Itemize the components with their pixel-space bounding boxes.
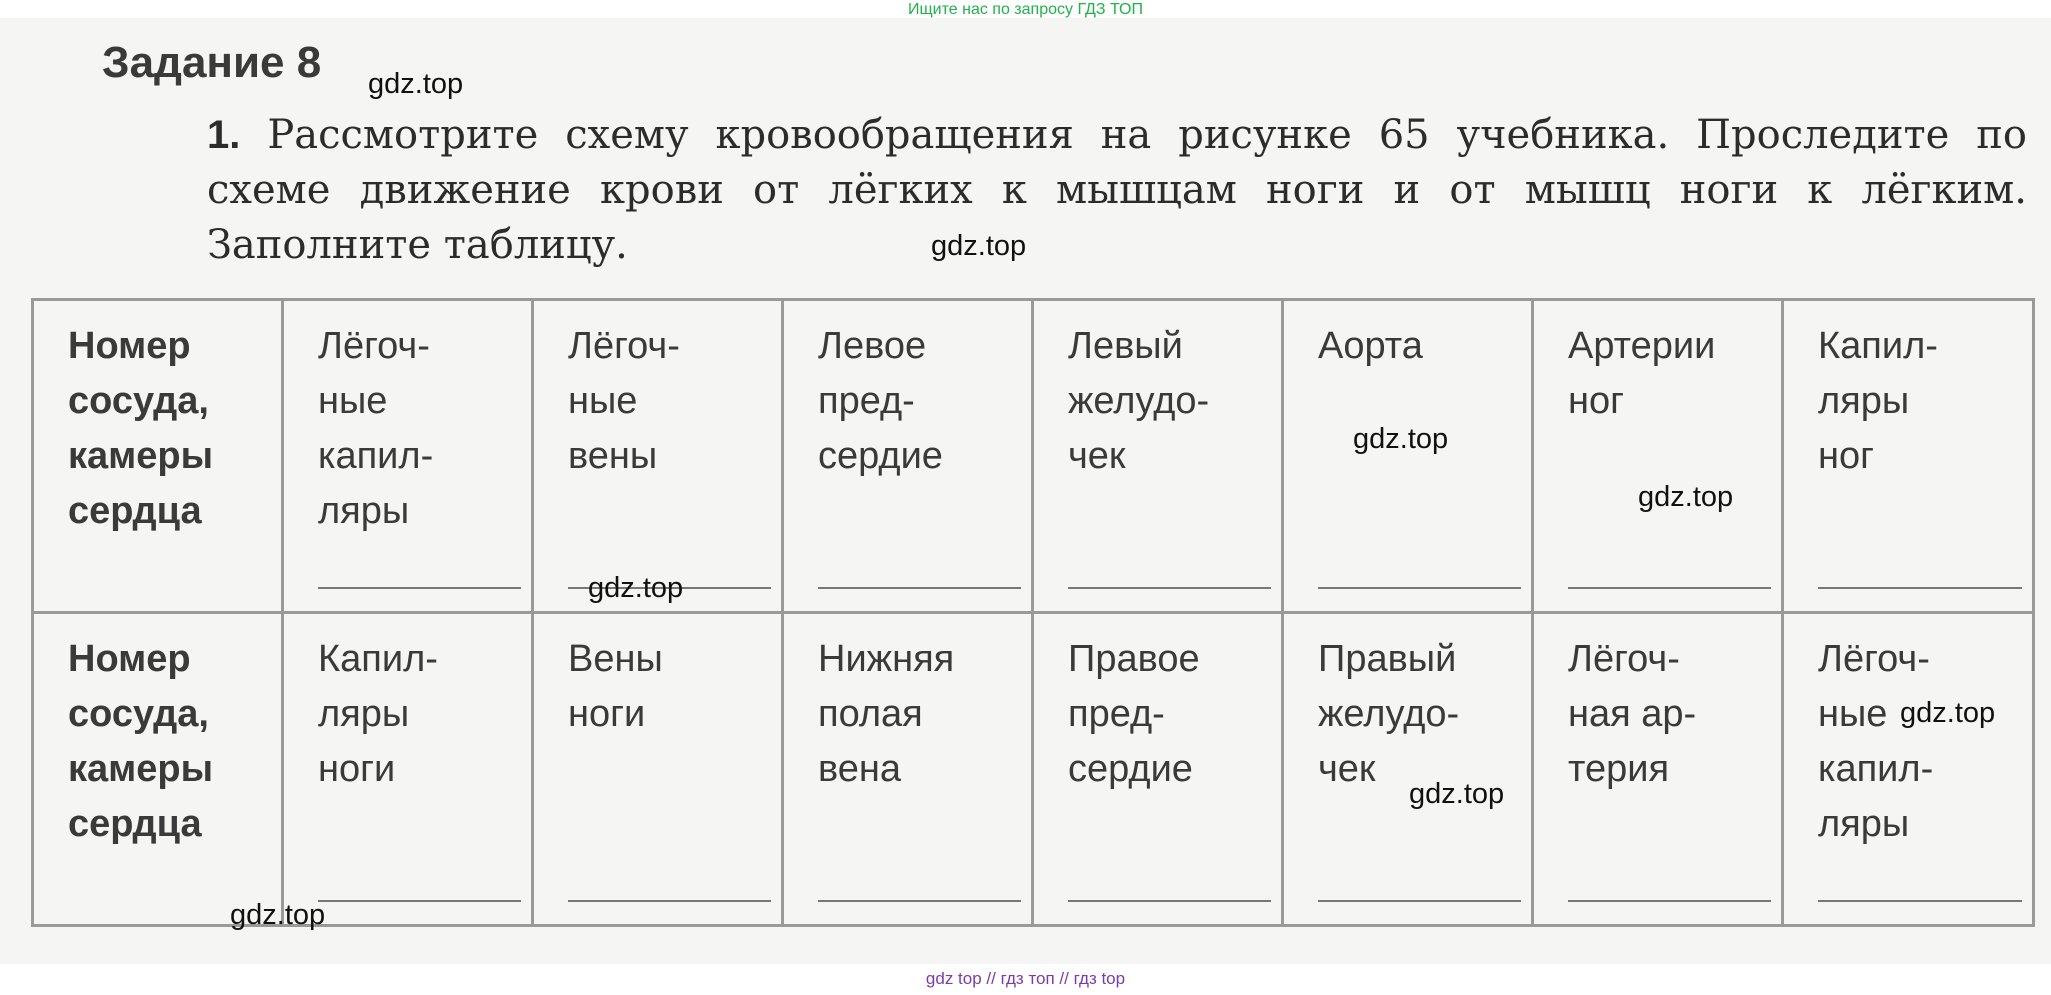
top-banner: Ищите нас по запросу ГДЗ ТОП (908, 1, 1143, 18)
answer-line[interactable] (1318, 900, 1521, 902)
answer-line[interactable] (318, 900, 521, 902)
vessel-label: Левый желудо- чек (1068, 325, 1210, 477)
vessel-cell (1783, 300, 2034, 613)
vessel-label: Правое пред- сердие (1068, 638, 1200, 790)
task-text: Рассмотрите схему кровообращения на рисунке 65 учебника. Проследите по схеме движение крови от лёгких к мышцам ноги и от мышц ноги к лёгким. Заполните таблицу. (207, 112, 2027, 268)
watermark: gdz.top (368, 68, 464, 100)
vessel-cell (533, 300, 783, 613)
vessel-cell (1283, 300, 1533, 613)
row-header-text: Номер сосуда, камеры сердца (68, 325, 214, 532)
vessel-label: Капил- ляры ног (1818, 325, 1938, 477)
watermark: gdz.top (1638, 481, 1734, 513)
answer-line[interactable] (568, 900, 771, 902)
answer-line[interactable] (1568, 900, 1771, 902)
circulation-table (31, 298, 2035, 927)
vessel-label: Лёгоч- ные капил- ляры (318, 325, 434, 532)
vessel-cell (1283, 613, 1533, 926)
watermark: gdz.top (1900, 697, 1996, 729)
row-header-cell (33, 613, 283, 926)
answer-line[interactable] (318, 587, 521, 589)
vessel-label: Капил- ляры ноги (318, 638, 438, 790)
row-header-text: Номер сосуда, камеры сердца (68, 638, 214, 845)
vessel-cell (283, 613, 533, 926)
task-title: Задание 8 (102, 38, 322, 87)
answer-line[interactable] (1068, 900, 1271, 902)
vessel-label: Лёгоч- ная ар- терия (1568, 638, 1697, 790)
vessel-label: Лёгоч- ные вены (568, 325, 680, 477)
vessel-label: Вены ноги (568, 638, 663, 735)
vessel-cell (283, 300, 533, 613)
vessel-cell (1033, 613, 1283, 926)
table-row (33, 613, 2034, 926)
task-number: 1. (207, 113, 241, 157)
table-row (33, 300, 2034, 613)
answer-line[interactable] (818, 900, 1021, 902)
vessel-cell (1033, 300, 1283, 613)
vessel-cell (533, 613, 783, 926)
watermark: gdz.top (1353, 423, 1449, 455)
row-header-cell (33, 300, 283, 613)
watermark: gdz.top (1409, 778, 1505, 810)
answer-line[interactable] (1318, 587, 1521, 589)
vessel-cell (1533, 300, 1783, 613)
answer-line[interactable] (818, 587, 1021, 589)
task-instruction (207, 108, 2027, 273)
vessel-label: Правый желудо- чек (1318, 638, 1460, 790)
answer-line[interactable] (1568, 587, 1771, 589)
vessel-label: Аорта (1318, 325, 1423, 367)
vessel-label: Артерии ног (1568, 325, 1716, 422)
watermark: gdz.top (230, 899, 326, 931)
watermark: gdz.top (588, 572, 684, 604)
answer-line[interactable] (1818, 900, 2022, 902)
answer-line[interactable] (1068, 587, 1271, 589)
vessel-label: Нижняя полая вена (818, 638, 955, 790)
watermark: gdz.top (931, 230, 1027, 262)
bottom-banner: gdz top // гдз топ // гдз top (925, 969, 1126, 988)
vessel-cell (1783, 613, 2034, 926)
vessel-cell (783, 613, 1033, 926)
vessel-label: Лёгоч- ные капил- ляры (1818, 638, 1934, 845)
answer-line[interactable] (1818, 587, 2022, 589)
vessel-cell (783, 300, 1033, 613)
vessel-label: Левое пред- сердие (818, 325, 943, 477)
vessel-cell (1533, 613, 1783, 926)
